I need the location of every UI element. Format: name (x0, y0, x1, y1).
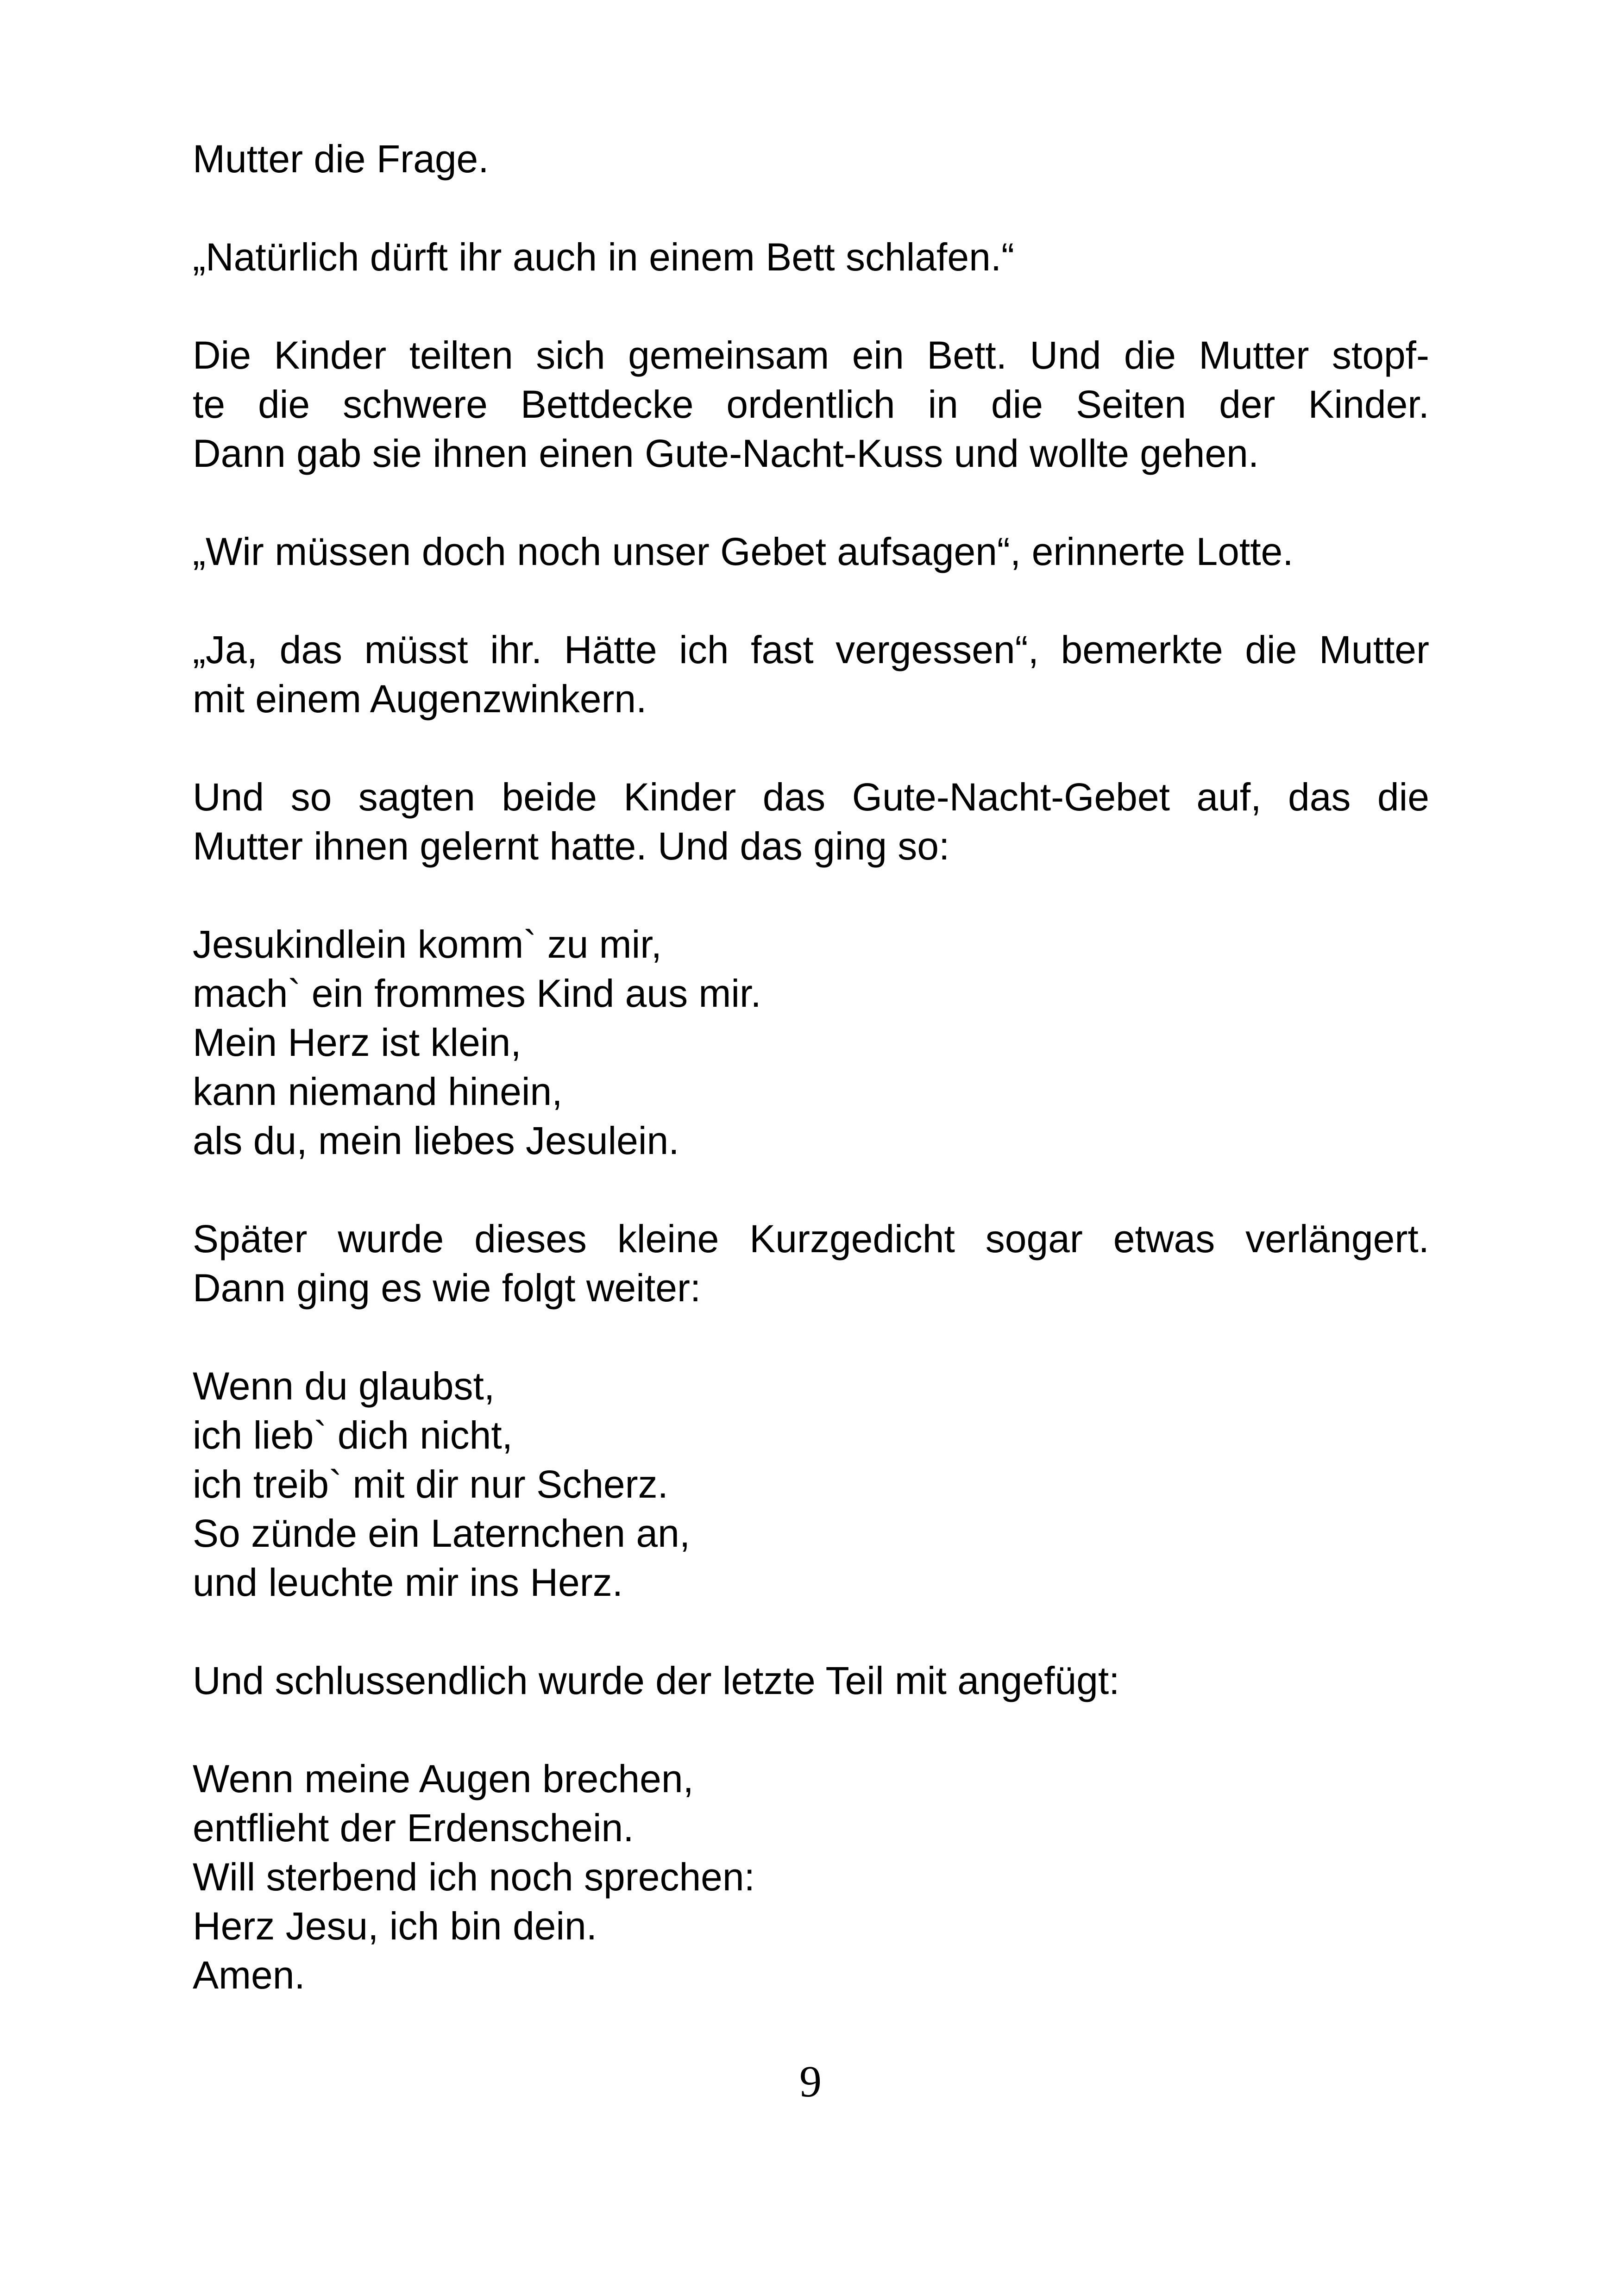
paragraph-7 (193, 1214, 1429, 1312)
paragraph-6-line-1: Und so sagten beide Kinder das Gute-Nacht-Gebet auf, das die (193, 775, 1429, 819)
poem-3-line-3: Will sterbend ich noch sprechen: (193, 1855, 755, 1899)
poem-2-line-5: und leuchte mir ins Herz. (193, 1561, 623, 1604)
paragraph-8: Und schlussendlich wurde der letzte Teil mit angefügt: (193, 1659, 1120, 1702)
poem-1-line-5: als du, mein liebes Jesulein. (193, 1119, 679, 1162)
poem-2-line-2: ich lieb` dich nicht, (193, 1413, 513, 1457)
paragraph-3 (193, 331, 1429, 478)
poem-2-line-3: ich treib` mit dir nur Scherz. (193, 1462, 668, 1506)
paragraph-5 (193, 625, 1429, 723)
poem-2-line-4: So zünde ein Laternchen an, (193, 1512, 691, 1555)
poem-3-line-5: Amen. (193, 1953, 305, 1997)
poem-2 (193, 1361, 1429, 1607)
poem-2-line-1: Wenn du glaubst, (193, 1364, 495, 1408)
paragraph-7-line-1: Später wurde dieses kleine Kurzgedicht sogar etwas verlängert. (193, 1217, 1429, 1261)
paragraph-1: Mutter die Frage. (193, 137, 489, 181)
paragraph-5-line-1: „Ja, das müsst ihr. Hätte ich fast vergessen“, bemerkte die Mutter (193, 628, 1429, 671)
paragraph-2: „Natürlich dürft ihr auch in einem Bett schlafen.“ (193, 235, 1015, 279)
poem-1-line-4: kann niemand hinein, (193, 1070, 563, 1113)
poem-1-line-1: Jesukindlein komm` zu mir, (193, 922, 662, 966)
paragraph-5-line-2: mit einem Augenzwinkern. (193, 677, 647, 721)
paragraph-6 (193, 772, 1429, 871)
paragraph-3-line-2: te die schwere Bettdecke ordentlich in die Seiten der Kinder. (193, 383, 1429, 426)
poem-3 (193, 1754, 1429, 2000)
poem-1 (193, 920, 1429, 1165)
page-number: 9 (799, 2057, 822, 2106)
poem-1-line-2: mach` ein frommes Kind aus mir. (193, 972, 761, 1015)
paragraph-3-line-1: Die Kinder teilten sich gemeinsam ein Bett. Und die Mutter stopf- (193, 333, 1429, 377)
page-body (193, 134, 1429, 2000)
paragraph-4: „Wir müssen doch noch unser Gebet aufsagen“, erinnerte Lotte. (193, 530, 1294, 573)
paragraph-6-line-2: Mutter ihnen gelernt hatte. Und das ging so: (193, 824, 950, 868)
poem-3-line-1: Wenn meine Augen brechen, (193, 1757, 694, 1800)
paragraph-7-line-2: Dann ging es wie folgt weiter: (193, 1266, 701, 1310)
poem-3-line-2: entflieht der Erdenschein. (193, 1806, 634, 1850)
paragraph-3-line-3: Dann gab sie ihnen einen Gute-Nacht-Kuss und wollte gehen. (193, 432, 1259, 475)
poem-1-line-3: Mein Herz ist klein, (193, 1021, 521, 1064)
poem-3-line-4: Herz Jesu, ich bin dein. (193, 1904, 597, 1948)
